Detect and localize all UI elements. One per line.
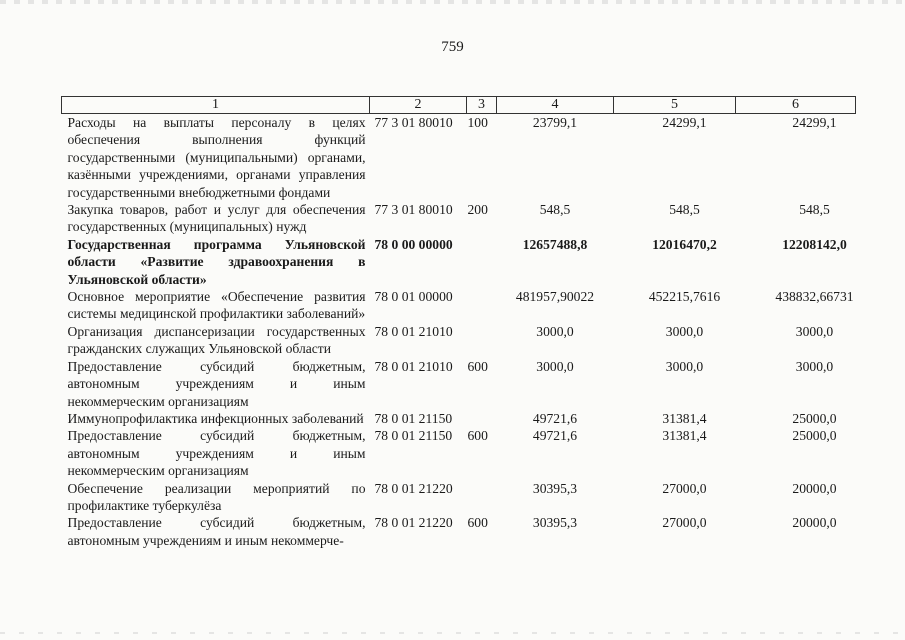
row-description: Закупка товаров, работ и услуг для обеспечения государственных (муниципальных) нужд: [67, 202, 366, 235]
header-col-1: 1: [62, 97, 370, 114]
table-row-program: [62, 236, 856, 288]
row-amount-year1: 548,5: [539, 202, 571, 218]
table-row: [62, 114, 856, 202]
row-description: Основное мероприятие «Обеспечение развития системы медицинской профилактики заболеваний»: [67, 289, 366, 322]
row-amount-year3: 438832,66731: [775, 289, 854, 305]
row-expense-kind: 600: [467, 515, 488, 531]
row-amount-year3: 12208142,0: [782, 236, 847, 252]
row-description: Предоставление субсидий бюджетным, автономным учреждениям и иным некоммерче-: [67, 515, 366, 548]
budget-table-grid: [61, 96, 856, 549]
row-amount-year2: 27000,0: [662, 480, 707, 496]
header-col-3: 3: [467, 97, 497, 114]
row-amount-year2: 3000,0: [665, 323, 704, 339]
row-amount-year1: 23799,1: [532, 115, 578, 130]
row-target-code: 78 0 01 21010: [374, 358, 453, 374]
row-expense-kind: 600: [467, 358, 488, 374]
row-description: Предоставление субсидий бюджетным, автономным учреждениям и иным некоммерческим организациям: [67, 358, 366, 409]
row-target-code: 78 0 01 21150: [374, 410, 453, 426]
header-col-5: 5: [614, 97, 736, 114]
row-target-code: 78 0 01 21010: [374, 323, 453, 339]
row-amount-year3: 25000,0: [792, 428, 837, 444]
row-expense-kind: 200: [467, 202, 488, 218]
row-target-code: 78 0 01 21220: [374, 480, 453, 496]
row-amount-year1: 30395,3: [532, 515, 578, 531]
row-amount-year1: 49721,6: [532, 410, 578, 426]
row-amount-year2: 548,5: [669, 202, 700, 218]
table-row: [62, 201, 856, 236]
row-target-code: 78 0 01 21150: [374, 428, 453, 444]
row-amount-year3: 20000,0: [792, 515, 837, 531]
row-amount-year3: 548,5: [799, 202, 830, 218]
table-row: [62, 480, 856, 515]
budget-table: [61, 96, 855, 549]
row-amount-year2: 12016470,2: [652, 236, 717, 252]
table-row: [62, 288, 856, 323]
row-amount-year2: 3000,0: [665, 358, 704, 374]
row-amount-year2: 27000,0: [662, 515, 707, 531]
row-amount-year3: 3000,0: [795, 358, 834, 374]
row-description: Государственная программа Ульяновской области «Развитие здравоохранения в Ульяновской области»: [67, 236, 366, 287]
row-description: Расходы на выплаты персоналу в целях обеспечения выполнения функций государственными (муниципальными) органами, казёнными учреждениями, органами управления государственными внебюджетными фондами: [67, 115, 366, 200]
table-header-row: [62, 97, 856, 114]
row-amount-year1: 481957,90022: [515, 289, 595, 305]
scan-edge-bottom: [0, 632, 905, 634]
row-amount-year1: 3000,0: [536, 358, 574, 374]
table-row: [62, 323, 856, 358]
page-number: 759: [441, 39, 464, 55]
row-expense-kind: 600: [467, 428, 488, 444]
row-description: Иммунопрофилактика инфекционных заболеваний: [67, 410, 364, 426]
row-amount-year3: 3000,0: [795, 323, 834, 339]
row-expense-kind: [467, 288, 497, 323]
row-expense-kind: [467, 323, 497, 358]
table-row: [62, 358, 856, 410]
table-row: [62, 410, 856, 427]
row-description: Обеспечение реализации мероприятий по профилактике туберкулёза: [67, 480, 366, 513]
row-amount-year1: 30395,3: [532, 480, 578, 496]
row-amount-year1: 12657488,8: [522, 236, 588, 252]
row-amount-year2: 452215,7616: [648, 289, 721, 305]
row-amount-year1: 3000,0: [536, 323, 574, 339]
row-amount-year2: 24299,1: [662, 115, 707, 130]
row-amount-year2: 31381,4: [662, 428, 707, 444]
header-col-6: 6: [736, 97, 856, 114]
scan-edge-top: [0, 0, 905, 4]
row-description: Организация диспансеризации государственных гражданских служащих Ульяновской области: [67, 323, 366, 357]
header-col-2: 2: [370, 97, 467, 114]
row-amount-year3: 25000,0: [792, 410, 837, 426]
row-expense-kind: [467, 480, 497, 515]
row-amount-year3: 20000,0: [792, 480, 837, 496]
row-target-code: 78 0 00 00000: [374, 236, 453, 252]
row-expense-kind: [467, 410, 497, 427]
table-row: [62, 514, 856, 549]
row-target-code: 77 3 01 80010: [374, 202, 453, 218]
row-expense-kind: 100: [467, 115, 488, 130]
row-amount-year2: 31381,4: [662, 410, 707, 426]
row-amount-year3: 24299,1: [792, 115, 837, 130]
row-description: Предоставление субсидий бюджетным, автономным учреждениям и иным некоммерческим организациям: [67, 428, 366, 479]
header-col-4: 4: [497, 97, 614, 114]
row-target-code: 77 3 01 80010: [374, 115, 453, 130]
row-target-code: 78 0 01 21220: [374, 515, 453, 531]
row-amount-year1: 49721,6: [532, 428, 578, 444]
row-target-code: 78 0 01 00000: [374, 289, 453, 305]
row-expense-kind: [467, 236, 497, 288]
table-row: [62, 427, 856, 479]
